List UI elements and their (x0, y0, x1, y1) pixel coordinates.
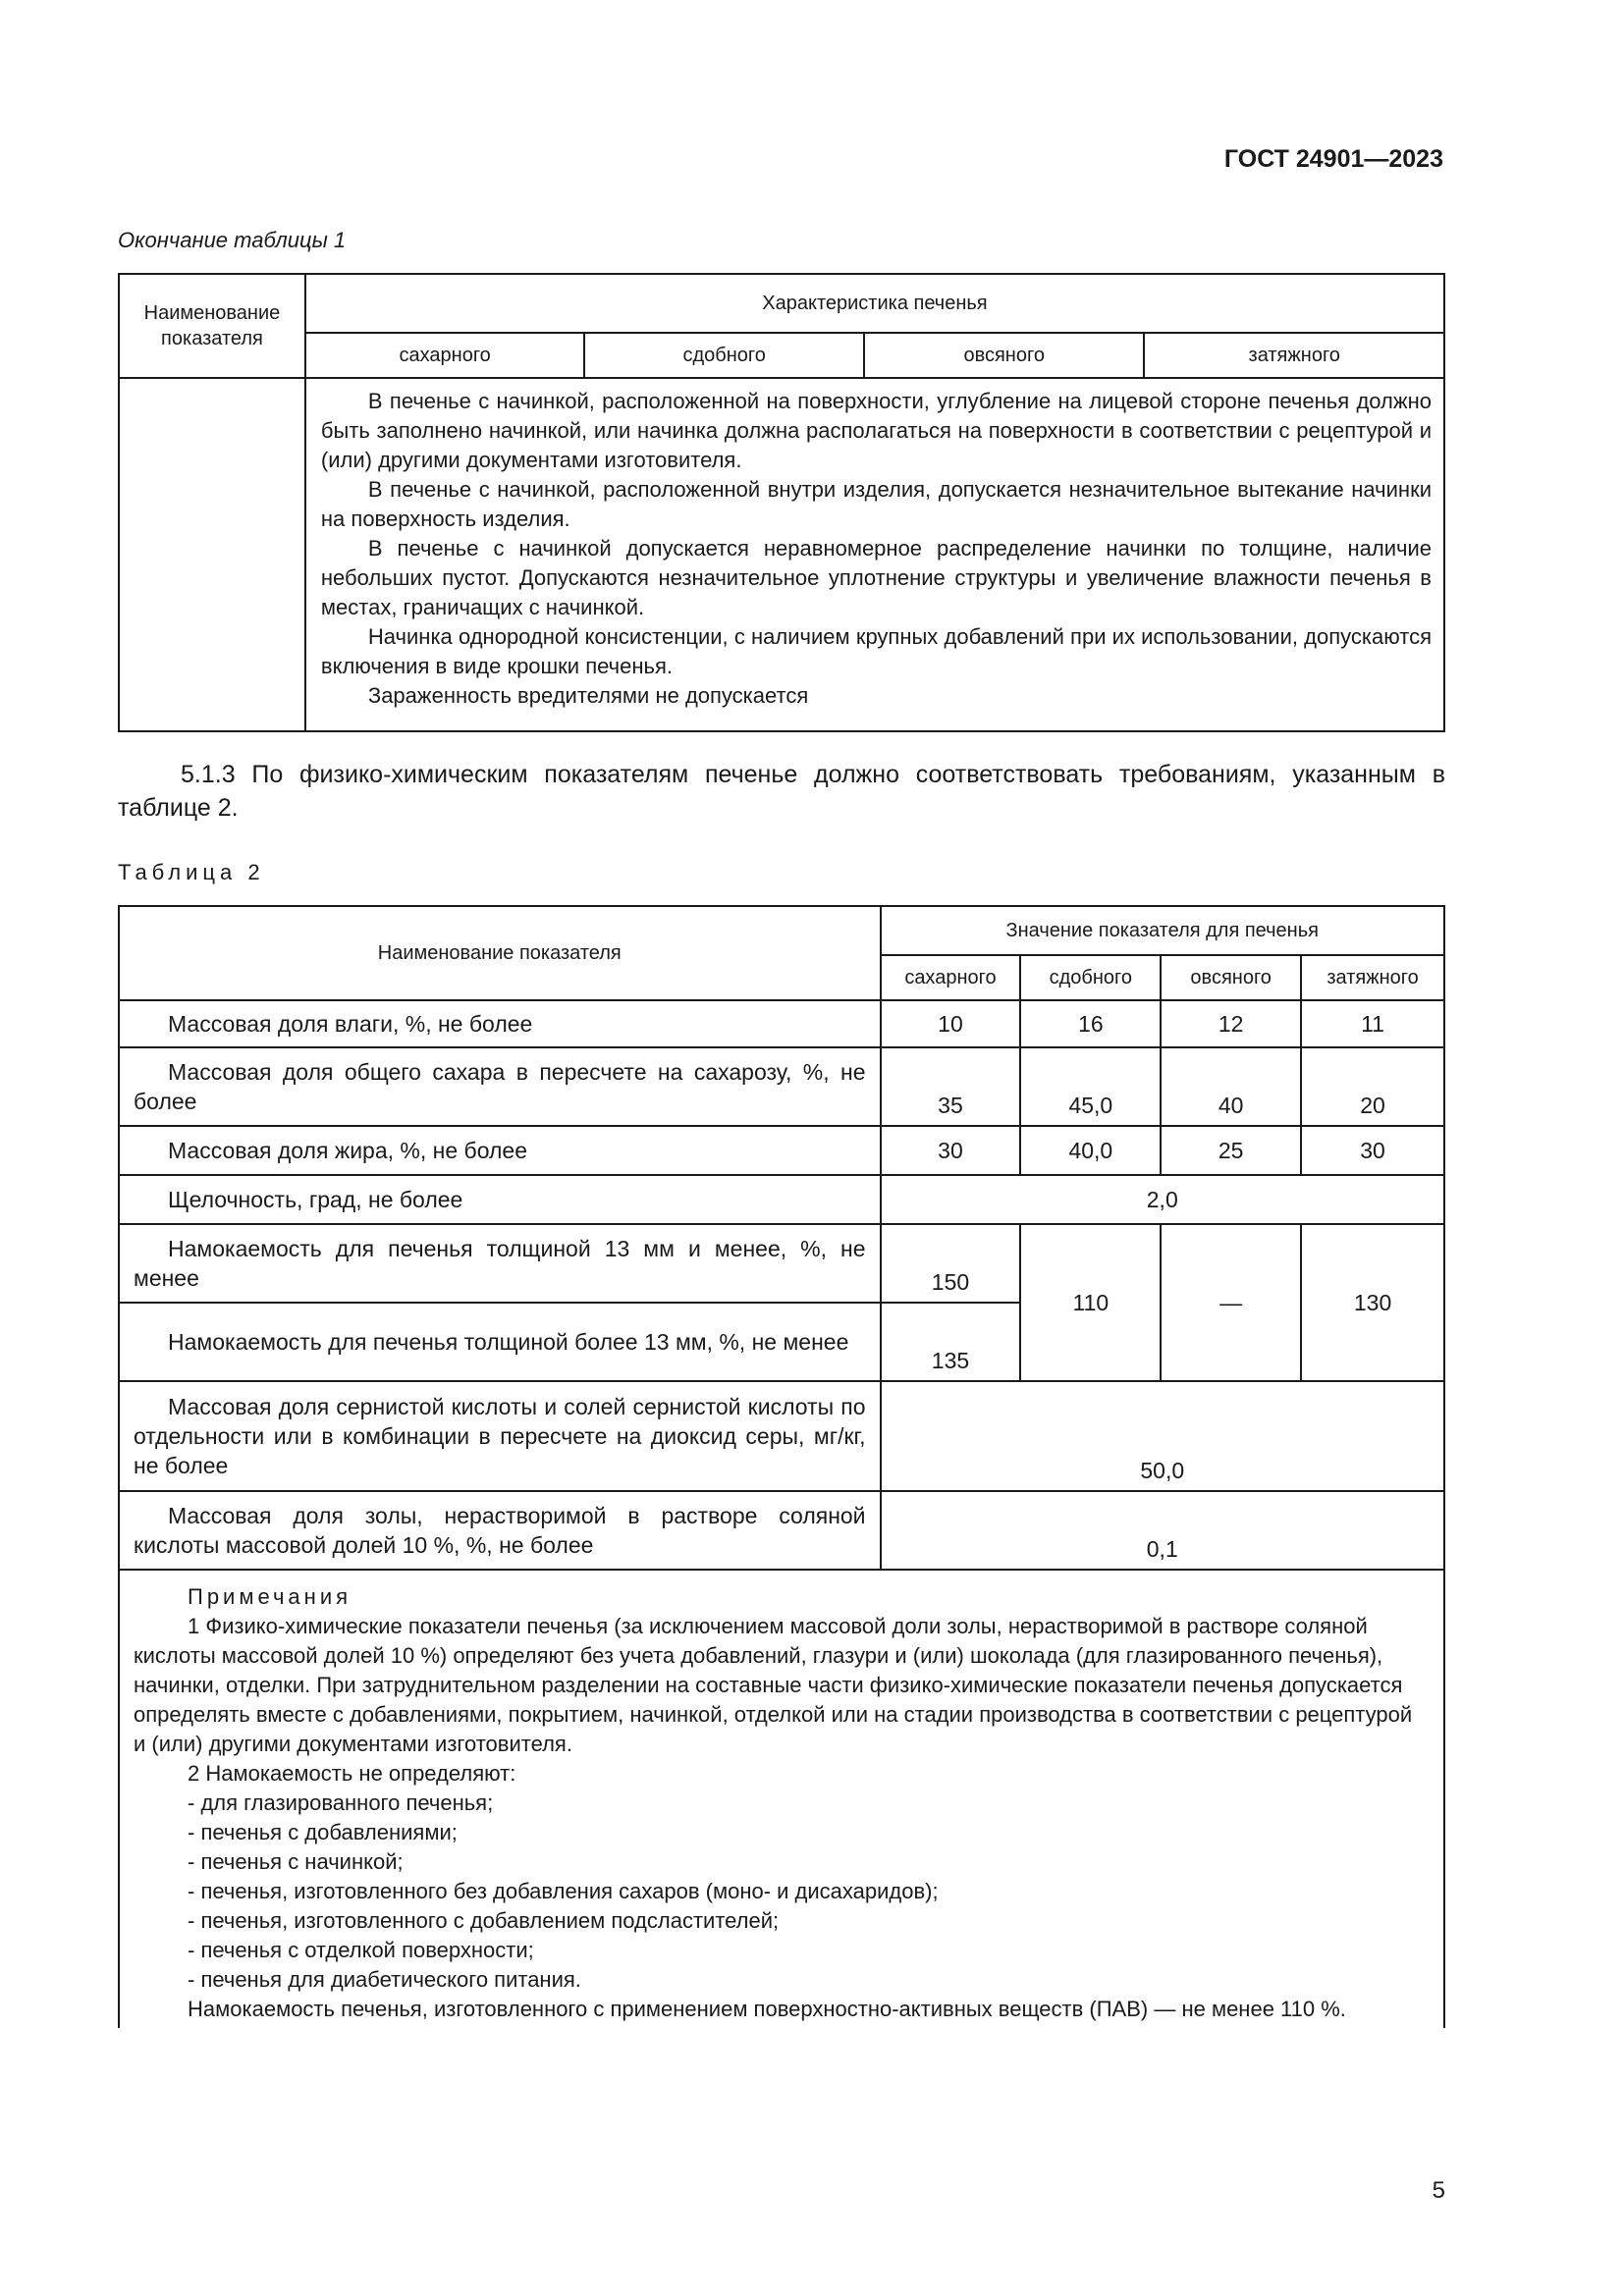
note-line: - для глазированного печенья; (188, 1790, 494, 1815)
table-row (119, 1224, 1444, 1303)
cell-value: 25 (1161, 1126, 1301, 1175)
cell-value: 45,0 (1020, 1047, 1161, 1126)
note-line: Намокаемость печенья, изготовленного с применением поверхностно-активных веществ (ПАВ) — не менее 110 %. (188, 1997, 1346, 2021)
note-line: - печенья, изготовленного без добавления сахаров (моно- и дисахаридов); (188, 1879, 939, 1903)
cell-value: 30 (881, 1126, 1021, 1175)
cell-value: 16 (1020, 1000, 1161, 1047)
cell-value-merged: 2,0 (881, 1175, 1444, 1224)
table1-group-header: Характеристика печенья (305, 274, 1444, 333)
page-number: 5 (1432, 2177, 1445, 2204)
cell-value-sdob-soak: 110 (1020, 1224, 1161, 1381)
table1-col-name-header: Наименование показателя (119, 274, 305, 378)
row-name: Массовая доля общего сахара в пересчете на сахарозу, %, не более (119, 1047, 881, 1126)
row-name: Массовая доля золы, нерастворимой в растворе соляной кислоты массовой долей 10 %, %, не более (119, 1491, 881, 1570)
table1-col-oves: овсяного (864, 333, 1145, 378)
table2-caption: Таблица 2 (118, 860, 265, 884)
cell-value: 10 (881, 1000, 1021, 1047)
table2-col-sugar: сахарного (881, 955, 1021, 1000)
table2 (118, 905, 1445, 2028)
cell-value: 20 (1301, 1047, 1444, 1126)
cell-value-merged: 50,0 (881, 1381, 1444, 1491)
note-line: - печенья с начинкой; (188, 1849, 404, 1874)
note-line: - печенья с отделкой поверхности; (188, 1938, 534, 1962)
cell-value: 35 (881, 1047, 1021, 1126)
table-row (119, 1047, 1444, 1126)
table2-col-sdob: сдобного (1020, 955, 1161, 1000)
notes-heading: Примечания (188, 1584, 352, 1609)
table1-paragraph: Начинка однородной консистенции, с наличием крупных добавлений при их использовании, допускаются включения в виде крошки печенья. (320, 624, 1432, 678)
table1-paragraph: В печенье с начинкой допускается неравномерное распределение начинки по толщине, наличие небольших пустот. Допускаются незначительное уплотнение структуры и увеличение влажности печенья в местах, граничащих с начинкой. (320, 536, 1432, 619)
table1-paragraph: В печенье с начинкой, расположенной внутри изделия, допускается незначительное вытекание начинки на поверхность изделия. (320, 477, 1432, 531)
table1-col-sugar: сахарного (305, 333, 585, 378)
note-line: 1 Физико-химические показатели печенья (за исключением массовой доли золы, нерастворимой в растворе соляной кислоты массовой долей 10 %) определяют без учета добавлений, глазури и (или) шоколада (для глазированного печенья), начинки, отделки. При затруднительном разделении на составные части физико-химические показатели печенья допускается определять вместе с добавлениями, покрытием, начинкой, отделкой или на стадии производства в соответствии с рецептурой и (или) другими документами изготовителя. (134, 1614, 1413, 1756)
cell-value: 40 (1161, 1047, 1301, 1126)
cell-value-merged: 0,1 (881, 1491, 1444, 1570)
table1-body-cell (305, 378, 1444, 731)
table-row (119, 1175, 1444, 1224)
cell-value: 30 (1301, 1126, 1444, 1175)
notes-row (119, 1570, 1444, 2028)
table2-col-zat: затяжного (1301, 955, 1444, 1000)
row-name: Массовая доля жира, %, не более (119, 1126, 881, 1175)
note-line: - печенья с добавлениями; (188, 1820, 458, 1844)
row-name: Массовая доля сернистой кислоты и солей сернистой кислоты по отдельности или в комбинации в пересчете на диоксид серы, мг/кг, не более (119, 1381, 881, 1491)
table1-col-zat: затяжного (1144, 333, 1444, 378)
cell-value: 11 (1301, 1000, 1444, 1047)
table1-caption: Окончание таблицы 1 (118, 228, 347, 252)
cell-value-oves-soak: — (1161, 1224, 1301, 1381)
table-row (119, 1381, 1444, 1491)
table2-col-oves: овсяного (1161, 955, 1301, 1000)
cell-value: 40,0 (1020, 1126, 1161, 1175)
cell-value: 12 (1161, 1000, 1301, 1047)
row-name: Щелочность, град, не более (119, 1175, 881, 1224)
note-line: - печенья для диабетического питания. (188, 1967, 581, 1992)
table-row (119, 1000, 1444, 1047)
table2-col-name-header: Наименование показателя (119, 906, 881, 1000)
table1-empty-name-cell (119, 378, 305, 731)
cell-value-zat-soak: 130 (1301, 1224, 1444, 1381)
cell-value: 135 (881, 1303, 1021, 1381)
cell-value: 150 (881, 1224, 1021, 1303)
table2-notes (119, 1570, 1444, 2028)
note-line: - печенья, изготовленного с добавлением подсластителей; (188, 1908, 780, 1933)
row-name: Намокаемость для печенья толщиной 13 мм и менее, %, не менее (119, 1224, 881, 1303)
table1 (118, 273, 1445, 732)
table-row (119, 1126, 1444, 1175)
row-name: Намокаемость для печенья толщиной более 13 мм, %, не менее (119, 1303, 881, 1381)
table1-paragraph: В печенье с начинкой, расположенной на поверхности, углубление на лицевой стороне печенья должно быть заполнено начинкой, или начинка должна располагаться на поверхности в соответствии с рецептурой и (или) другими документами изготовителя. (320, 389, 1432, 472)
document-code: ГОСТ 24901—2023 (1223, 145, 1443, 173)
paragraph-5-1-3 (118, 758, 1445, 825)
table-row (119, 1491, 1444, 1570)
table1-paragraph: Зараженность вредителями не допускается (367, 683, 809, 708)
row-name: Массовая доля влаги, %, не более (119, 1000, 881, 1047)
table1-col-sdob: сдобного (584, 333, 864, 378)
note-line: 2 Намокаемость не определяют: (188, 1761, 516, 1786)
paragraph-5-1-3-text: 5.1.3 По физико-химическим показателям печенье должно соответствовать требованиям, указанным в таблице 2. (118, 761, 1445, 822)
table2-group-header: Значение показателя для печенья (881, 906, 1444, 955)
